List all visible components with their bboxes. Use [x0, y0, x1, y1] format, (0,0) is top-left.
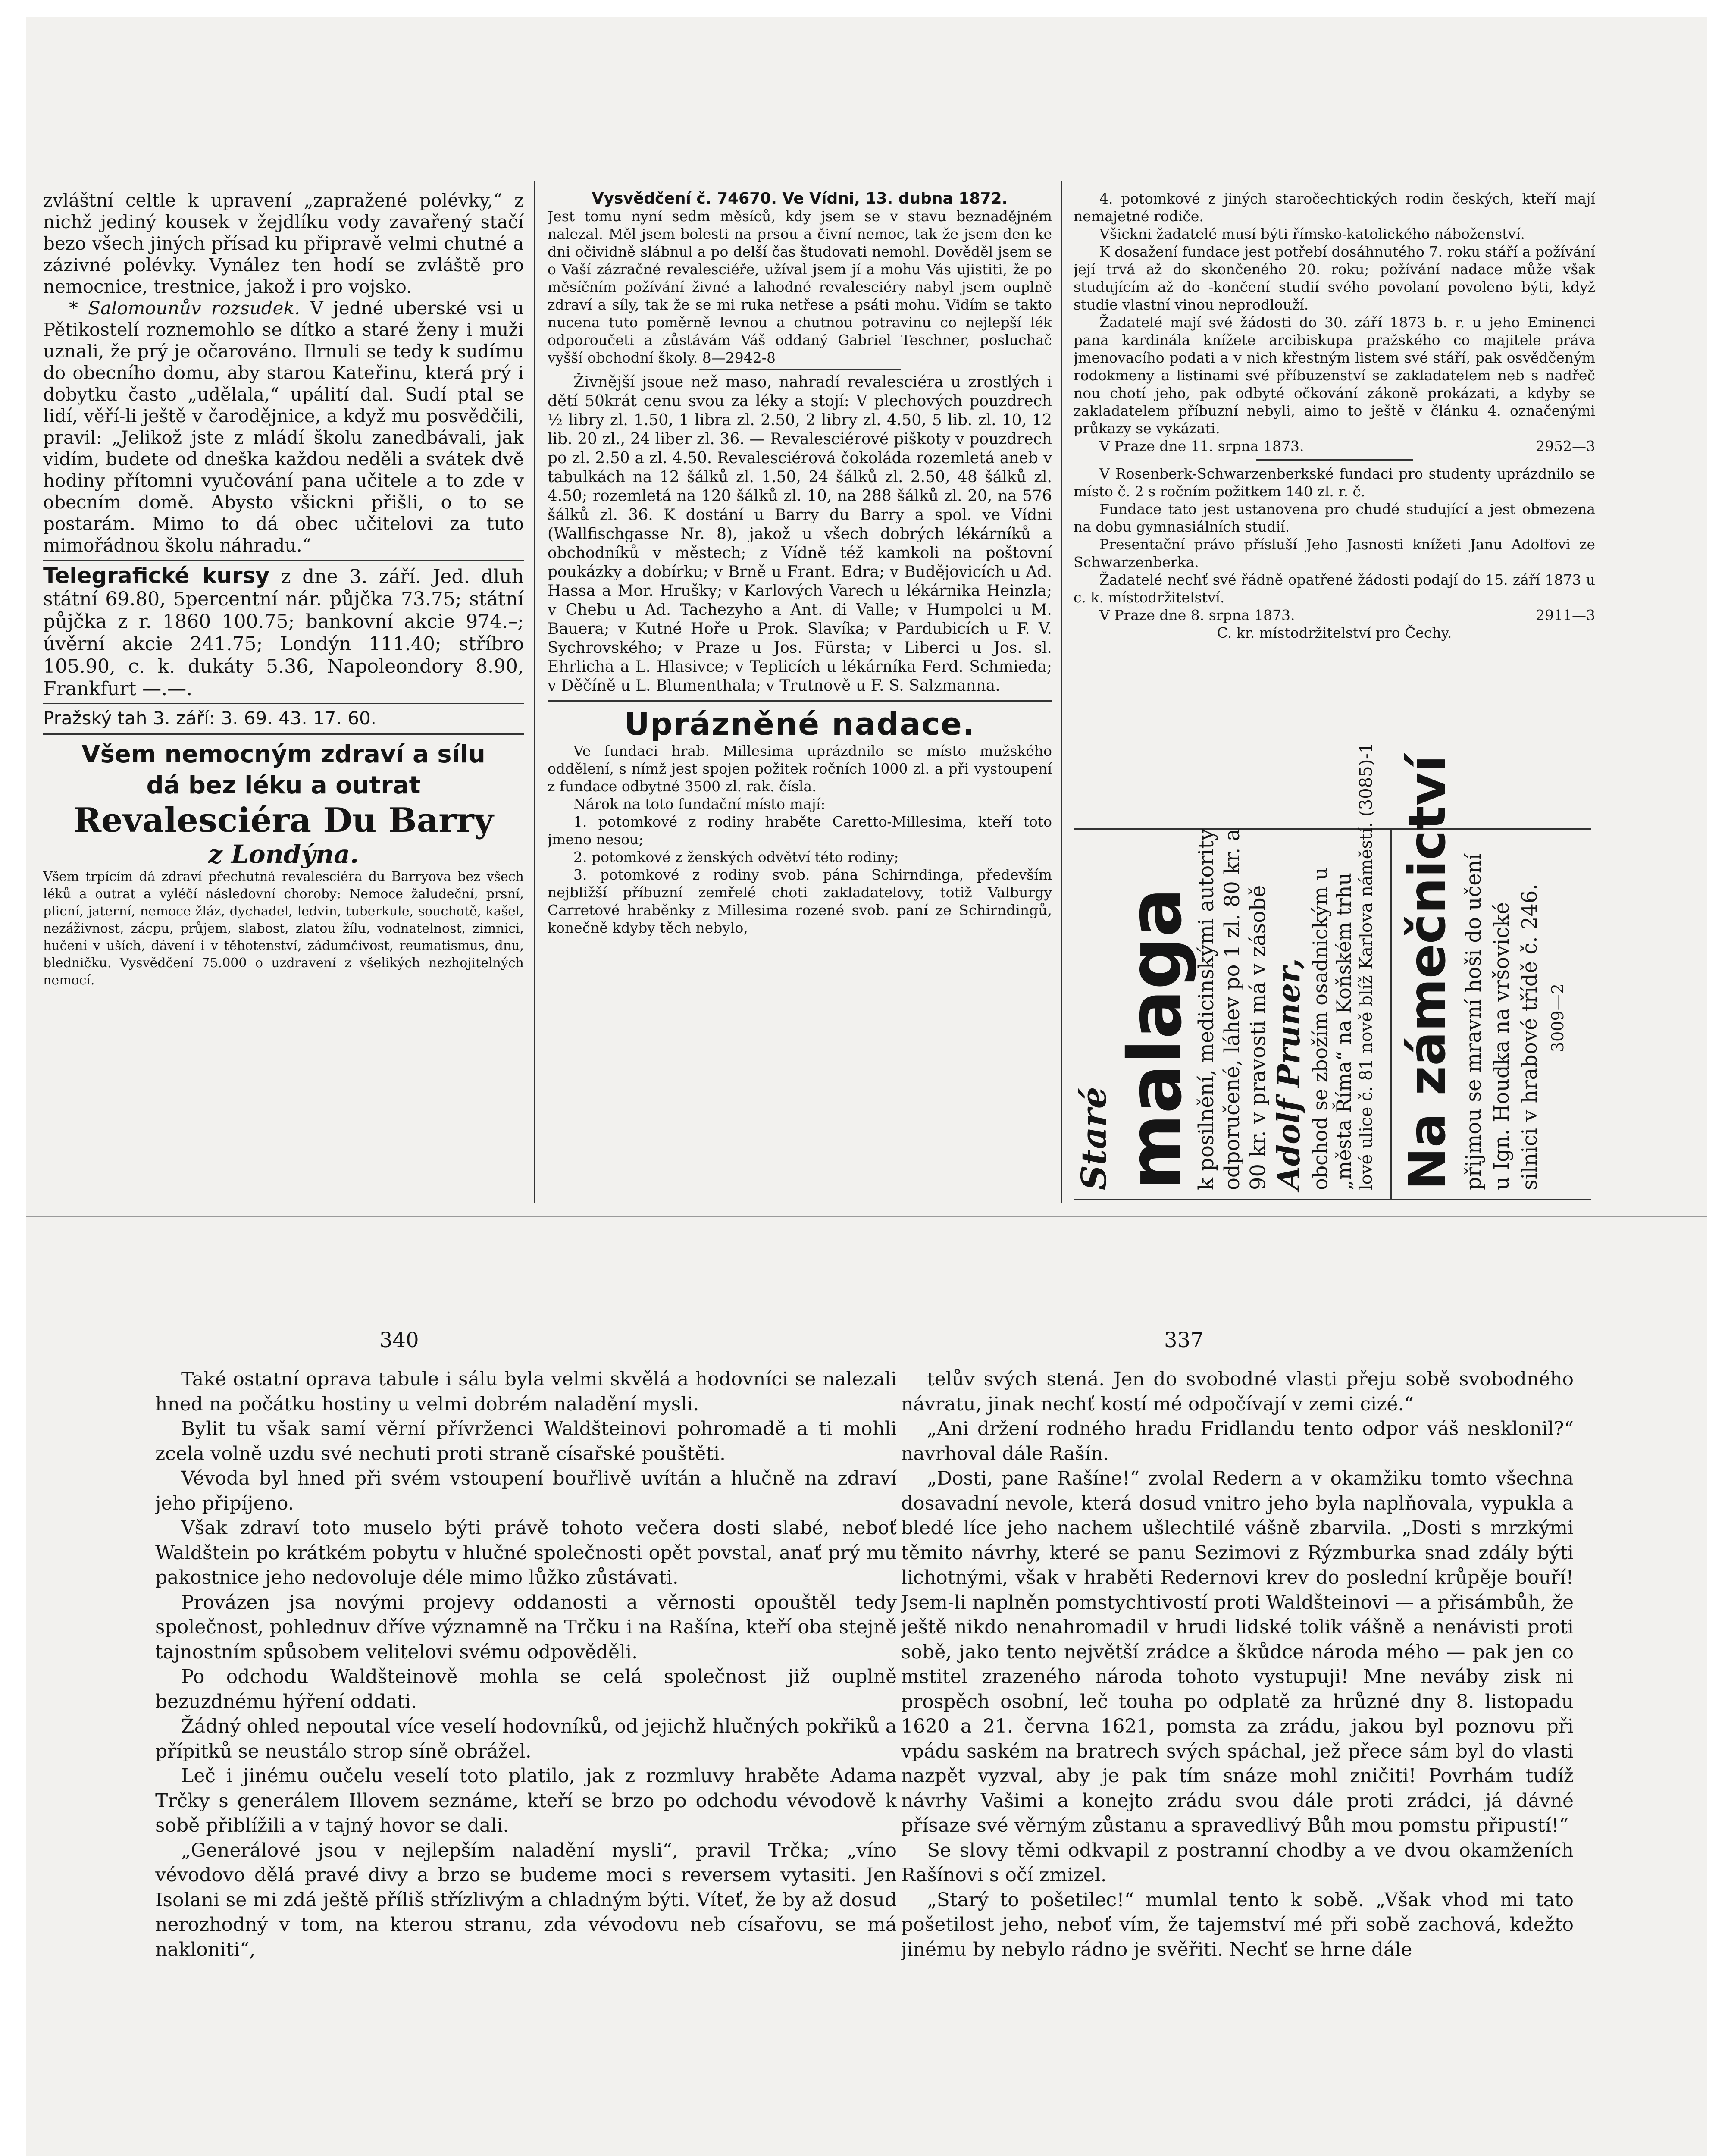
book-paragraph: Leč i jinému oučelu veselí toto platilo, jak z rozmluvy hraběte Adama Trčky s generálem Illovem seznáme, kteří se brzo po odchodu vévodově k sobě přiblížili a v tajný hovor se dali.: [155, 1765, 897, 1836]
column-1: [43, 190, 524, 1212]
foundation-text: Fundace tato jest ustanovena pro chudé studující a jest obmezena na dobu gymnasiálních studií.: [1074, 501, 1595, 535]
malaga-ad-title: malaga: [1113, 887, 1198, 1190]
book-paragraph: Provázen jsa novými projevy oddanosti a věrnosti opouštěl tedy společnost, pohlednuv dříve významně na Trčku i na Rašína, kteří oba stejně tajnostním spůsobem velitelovi svému odpověděli.: [155, 1591, 897, 1663]
book-paragraph: Žádný ohled nepoutal více veselí hodovníků, od jejichž hlučných pokřiků a přípitků se neustálo strop síně obrážel.: [155, 1715, 897, 1762]
section-title: Uprázněné nadace.: [624, 706, 976, 742]
ad-headline: dá bez léku a outrat: [146, 771, 421, 799]
ad-headline: Všem nemocným zdraví a sílu: [81, 740, 485, 768]
book-paragraph: „Starý to pošetilec!“ mumlal tento k sobě. „Však vhod mi tato pošetilost jeho, neboť vím, že tajemství mé při sobě zachová, kdežto jinému by nebylo rádno je svěřiti. Nechť se hrne dále: [901, 1889, 1574, 1961]
foundation-item: 1. potomkové z rodiny hraběte Caretto-Millesima, kteří toto jmeno nesou;: [548, 813, 1052, 848]
section-divider: [26, 1216, 1707, 1217]
article-text: zvláštní celtle k upravení „zapražené polévky,“ z nichž jediný kousek v žejdlíku vody zavařený stačí bezo všech jiných přísad ku připravě velmi chutné a zázivné polévky. Vynález ten hodí se zvláště pro nemocnice, trestnice, jakož i pro vojsko.: [43, 190, 524, 297]
malaga-ad-line: k posilnění, medicinskými autority: [1194, 829, 1218, 1190]
column-3: [1074, 190, 1595, 837]
page-number: 337: [1164, 1328, 1204, 1352]
book-paragraph: Vévoda byl hned při svém vstoupení bouřlivě uvítán a hlučně na zdraví jeho připíjeno.: [155, 1467, 897, 1514]
foundation-text: K dosažení fundace jest potřebí dosáhnutého 7. roku stáří a požívání její trvá až do skončeného 20. roku; požívání nadace může však studujícím až do -končení studií svého povolaní povoleno býti, když studie vlastní vinou neprodlouží.: [1074, 243, 1595, 313]
foundation-text: Všickni žadatelé musí býti římsko-katolického náboženství.: [1099, 226, 1525, 242]
foundation-item: 3. potomkové z rodiny svob. pána Schirndinga, především nejbližší příbuzní zemřelé choti zakladatelovy, totiž Valburgy Carretové hraběnky z Millesima rozené svob. paní ze Schirndingů, konečně kdyby těch nebylo,: [548, 866, 1052, 936]
ad-text: Všem trpícím dá zdraví přechutná revalesciéra du Barryova bez všech léků a outrat a vyléčí následovní choroby: Nemoce žaludeční, prsní, plicní, jaterní, nemoce žláz, dychadel, ledvin, tuberkule, souchotě, kašel, nezáživnost, zácpu, průjem, slabost, zlatou žílu, vodnatelnost, zimnici, hučení v uších, dávení i v těhotenství, zádumčivost, reumatismus, dnu, bledničku. Vysvědčení 75.000 o uzdravení z všelikých nezhojitelných nemocí.: [43, 869, 524, 988]
telegraph-date: z dne 3. září.: [281, 566, 422, 588]
column-rule: [1061, 181, 1062, 1203]
locksmith-ad-line: silnici v hrabové třídě č. 246.: [1518, 884, 1542, 1190]
article-text: [43, 298, 524, 556]
column-rule: [534, 181, 535, 1203]
ad-origin: z Londýna.: [208, 840, 359, 869]
malaga-ad-title-small: Staré: [1074, 1087, 1114, 1190]
foundation-text: Žadatelé nechť své řádně opatřené žádosti podají do 15. září 1873 u c. k. místodržitelství.: [1074, 571, 1595, 606]
malaga-ad-line: „města Říma“ na Koňském trhu: [1332, 872, 1355, 1190]
article-body: V jedné uberské vsi u Pětikostelí roznemohlo se dítko a staré ženy i muži uznali, že prý je očarováno. Ilrnuli se tedy k sudímu do obecního domu, aby starou Kateřinu, která prý i dobytku často „udělala,“ upálití dal. Sudí ptal se lidí, věří-li ještě v čarodějnice, a když mu posvědčili, pravil: „Jelikož jste z mládí školu zanedbávali, jak vidím, budete od dneška každou neděli a svátek dvě hodiny přítomni vyučování pana učitele a to zde v obecním domě. Abysto všickni přišli, o to se postarám. Mimo to dá obec učitelovi za tuto mimořádnou školu náhradu.“: [43, 298, 524, 556]
testimonial-text: Jest tomu nyní sedm měsíců, kdy jsem se v stavu beznadějném nalezal. Měl jsem bolesti na prsou a čivní nemoc, tak že jsem den ke dni očividně slábnul a po delší čas študovati nemohl. Dověděl jsem se o Vaší zázračné revalesciéře, užíval jsem jí a mohu Vás ujistiti, že po měsíčním požívání živné a lahodné revalesciéry nabyl jsem ouplně zdraví a síly, tak že se mi ruka netřese a psáti mohu. Vidím se takto nucena tuto poměrně levnou a chutnou potravinu co nejlepší lék odporoučeti a zůstávám Váš oddaný Gabriel Teschner, posluchač vyšší obchodní školy. 8—2942-8: [548, 208, 1052, 366]
divider: [43, 703, 524, 704]
telegraph-text: Jed. dluh státní 69.80, 5percentní nár. půjčka 73.75; státní půjčka z r. 1860 100.75; bankovní akcie 974.–; úvěrní akcie 241.75; Londýn 111.40; stříbro 105.90, c. k. dukáty 5.36, Napoleondory 8.90, Frankfurt —.—.: [43, 566, 524, 700]
foundation-text: Žadatelé mají své žádosti do 30. září 1873 b. r. u jeho Eminenci pana kardinála knížete arcibiskupa pražského co majitele práva jmenovacího podati a v nich křestným listem své stáří, pak osvědčeným rodokmeny a listinami své příbuzenství se zakladatelem neb s nadřeč nou chotí jeho, pak odbyté očkování zákoně prokázati, a kdyby se zakladatelem příbuzní nebyli, aimo to ještě v článku 4. označenými průkazy se vykázati.: [1074, 314, 1595, 437]
book-paragraph: „Ani držení rodného hradu Fridlandu tento odpor váš nesklonil?“ navrhoval dále Rašín.: [901, 1418, 1574, 1465]
notice-date: [1074, 606, 1595, 624]
divider: [43, 560, 524, 561]
notice-number: 2911—3: [1536, 607, 1595, 624]
book-paragraph: Se slovy těmi odkvapil z postranní chodby a ve dvou okamženích Rašínovi s očí zmizel.: [901, 1839, 1574, 1886]
date: V Praze dne 8. srpna 1873.: [1099, 607, 1295, 624]
testimonial-heading: Vysvědčení č. 74670. Ve Vídni, 13. dubna 1872.: [592, 190, 1008, 207]
product-prices: Živnější jsoue než maso, nahradí revalesciéra u zrostlých i dětí 50krát cenu svou za léky a stojí: V plechových pouzdrech ½ libry zl. 1.50, 1 libra zl. 2.50, 2 libry zl. 4.50, 5 lib. zl. 10, 12 lib. 20 zl., 24 liber zl. 36. — Revalesciérové piškoty v pouzdrech po zl. 2.50 a zl. 4.50. Revalesciérová čokoláda rozemletá aneb v tabulkách na 12 šálků zl. 1.50, 24 šálků zl. 2.50, 48 šálků zl. 4.50; rozemletá na 120 šálků zl. 10, na 288 šálků zl. 20, na 576 šálků zl. 36. K dostání u Barry du Barry a spol. ve Vídni (Wallfischgasse Nr. 8), jakož u všech dobrých lékárníků a obchodníků v městech; z Vídně též kamkoli na poštovní poukázky a dobírku; v Brně u Frant. Edra; v Budějovicích u Ad. Hassa a Mor. Hrušky; v Karlových Varech u lékárnika Heinzla; v Chebu u Ad. Tachezyho a Ant. di Valle; v Humpolci u M. Bauera; v Kutné Hoře u Prok. Slavíka; v Pardubicích u F. V. Sychrovského; v Praze u Jos. Fürsta; v Liberci u Jos. sl. Ehrlicha a L. Hlasivce; v Teplicích u lékárníka Ferd. Schmieda; v Děčíně u L. Blumenthala; v Trutnově u F. S. Salzmanna.: [548, 373, 1052, 695]
divider: [699, 369, 901, 370]
book-paragraph: telův svých stená. Jen do svobodné vlasti přeju sobě svobodného návratu, jinak nechť kostí mé odpočívají v zemi cizé.“: [901, 1368, 1574, 1415]
foundation-text: Nárok na toto fundační místo mají:: [573, 796, 826, 812]
foundation-text: 4. potomkové z jiných staročechtických rodin českých, kteří mají nemajetné rodiče.: [1074, 190, 1595, 225]
divider: [43, 733, 524, 735]
malaga-ad-line: odporučené, láhev po 1 zl. 80 kr. a: [1220, 829, 1244, 1190]
ad-brand: Revalesciéra Du Barry: [73, 801, 494, 840]
locksmith-ad-number: 3009—2: [1548, 984, 1567, 1052]
ad-frame: [1390, 828, 1392, 1200]
column-2: [548, 190, 1052, 1212]
notice-date: [1074, 437, 1595, 455]
page-number: 340: [379, 1328, 419, 1352]
book-paragraph: „Generálové jsou v nejlepším naladění mysli“, pravil Trčka; „víno vévodovo dělá pravé divy a brzo se budeme moci s reversem vytasiti. Jen Isolani se mi zdá ještě příliš střízlivým a chladným býti. Víteť, že by až dosud nerozhodný v tom, na kterou stranu, zda vévodovu neb císařovu, se má nakloniti“,: [155, 1839, 897, 1961]
book-paragraph: „Dosti, pane Rašíne!“ zvolal Redern a v okamžiku tomto všechna dosavadní nevole, která dosud vnitro jeho byla naplňovala, vypukla a bledé líce jeho nachem ušlechtilé vášně zbarvila. „Dosti s mrzkými těmito návrhy, které se panu Sezimovi z Rýzmburka snad zdály býti lichotnými, však v hraběti Redernovi krev do poslední krůpěje bouří! Jsem-li naplněn pomstychtivostí proti Waldšteinovi — a přisámbůh, že ještě nikdo nenahromadil v hrudi lidské tolik vášně a nenávisti proti sobě, jako tento největší zrádce a škůdce národa mého — pak jen co mstitel zrazeného národa tohoto vystupuji! Mne neváby zisk ni prospěch osobní, leč touha po odplatě za hrůzné dny 8. listopadu 1620 a 21. června 1621, pomsta za zrádu, jakou byl poznovu při vpádu saském na bratrech svých spáchal, jež přece sám byl do vlasti nazpět vyzval, aby je pak tím snáze mohl zničiti! Povrhám tudíž návrhy Vašimi a konejto zrádu svou dále proti zrádci, já dávné přísaze své věrným zůstanu a spravedlivý Bůh mou pomstu připustí!“: [901, 1467, 1574, 1836]
locksmith-ad-line: přijmou se mravní hoši do učení: [1462, 853, 1486, 1190]
lottery-result: Pražský tah 3. září: 3. 69. 43. 17. 60.: [43, 708, 377, 729]
date: V Praze dne 11. srpna 1873.: [1099, 438, 1304, 454]
malaga-ad-line: lové ulice č. 81 nově blíž Karlova náměstí. (3085)-1: [1356, 742, 1376, 1190]
ad-frame: [1074, 1199, 1591, 1200]
book-paragraph: Také ostatní oprava tabule i sálu byla velmi skvělá a hodovníci se nalezali hned na počátku hostiny u velmi dobrém naladění mysli.: [155, 1368, 897, 1415]
divider: [1256, 459, 1413, 461]
article-title: * Salomounův rozsudek.: [69, 298, 301, 319]
notice-number: 2952—3: [1536, 438, 1595, 454]
book-paragraph: Po odchodu Waldšteinově mohla se celá společnost již ouplně bezuzdnému hýření oddati.: [155, 1666, 897, 1713]
locksmith-ad-title: Na zámečnictví: [1397, 755, 1457, 1190]
notice-signature: C. kr. místodržitelství pro Čechy.: [1217, 624, 1452, 641]
foundation-item: 2. potomkové z ženských odvětví této rodiny;: [573, 849, 899, 865]
ad-frame: [1074, 828, 1591, 830]
malaga-ad-line: obchod se zbožím osadnickým u: [1309, 867, 1332, 1190]
telegraph-section: [43, 564, 524, 700]
book-page-left: [155, 1367, 897, 2156]
foundation-text: Presentační právo přísluší Jeho Jasnosti knížeti Janu Adolfovi ze Schwarzenberka.: [1074, 536, 1595, 570]
book-page-right: [901, 1367, 1574, 2156]
foundation-text: Ve fundaci hrab. Millesima uprázdnilo se místo mužského oddělení, s nímž jest spojen požitek ročních 1000 zl. a při vystoupení z fundace odbytné 3500 zl. rak. čísla.: [548, 743, 1052, 795]
scanned-page: [26, 17, 1707, 2156]
book-paragraph: Bylit tu však samí věrní přívrženci Waldšteinovi pohromadě a ti mohli zcela volně uzdu své nechuti proti straně císařské pouštěti.: [155, 1418, 897, 1465]
locksmith-ad-line: u Ign. Houdka na vršovické: [1490, 902, 1514, 1190]
book-paragraph: Však zdraví toto muselo býti právě tohoto večera dosti slabé, neboť Waldštein po krátkém pobytu v hlučné společnosti opět povstal, anať prý mu pakostnice jeho nedovoluje déle mimo lůžko zůstávati.: [155, 1517, 897, 1589]
divider: [548, 700, 1052, 702]
foundation-text: V Rosenberk-Schwarzenberkské fundaci pro studenty uprázdnilo se místo č. 2 s ročním požitkem 140 zl. r. č.: [1074, 465, 1595, 500]
telegraph-title: Telegrafické kursy: [43, 563, 269, 588]
malaga-ad-line: 90 kr. v pravosti má v zásobě: [1246, 885, 1270, 1190]
malaga-ad-merchant: Adolf Pruner,: [1270, 958, 1307, 1190]
